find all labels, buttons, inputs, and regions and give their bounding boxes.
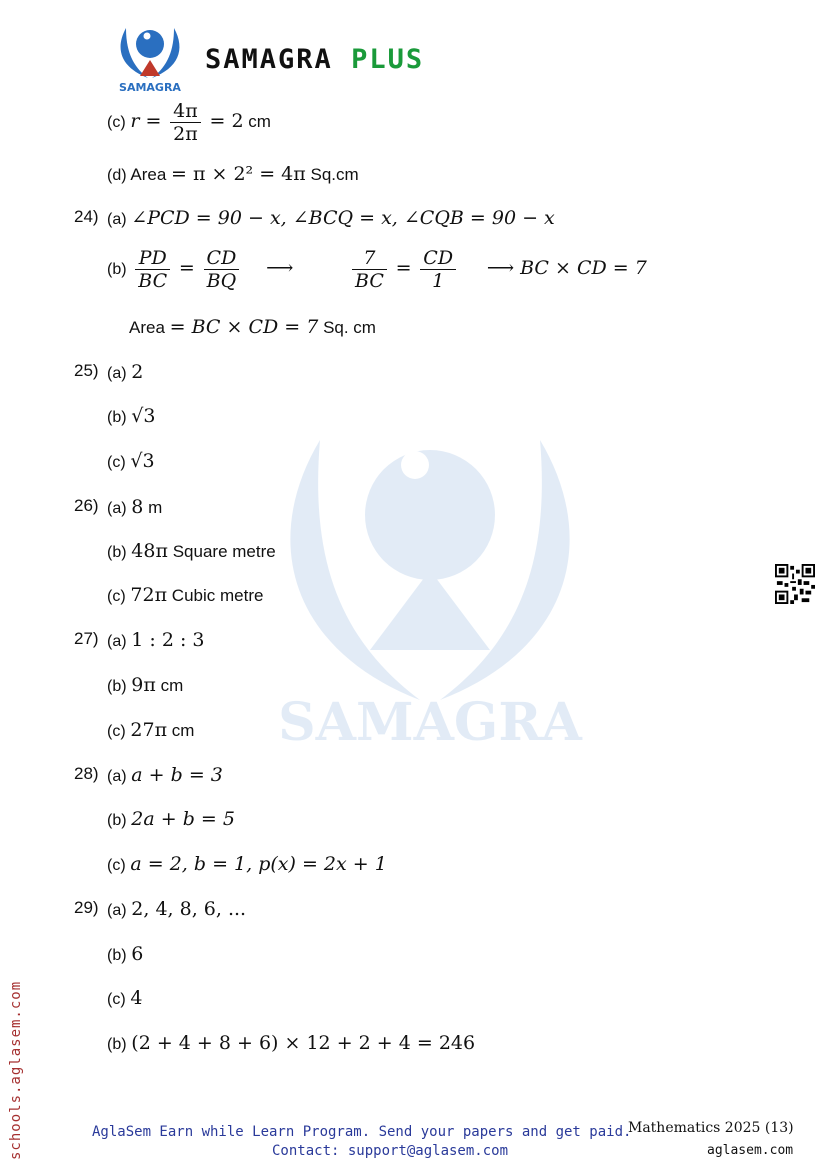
unit: cm — [160, 676, 184, 695]
numerator: PD — [135, 247, 170, 270]
denominator: BC — [138, 270, 168, 292]
answer-28c — [107, 853, 387, 875]
answer-29c — [107, 987, 142, 1009]
label: (c) — [107, 857, 126, 874]
answer-23c — [107, 100, 271, 145]
answer-28a — [107, 764, 223, 786]
brand-main: SAMAGRA — [205, 44, 333, 75]
samagra-watermark — [250, 420, 610, 750]
question-25-number: 25) — [74, 361, 99, 380]
answer-29b — [107, 943, 143, 965]
answer-29a — [107, 898, 246, 920]
value: 2a + b = 5 — [131, 808, 235, 830]
fraction — [170, 100, 201, 145]
denominator: BC — [355, 270, 384, 292]
value: 48π — [131, 540, 168, 562]
label: (a) — [107, 365, 127, 382]
answer-26a — [107, 496, 162, 518]
logo-text: SAMAGRA — [119, 81, 181, 94]
label: (b) — [107, 544, 127, 561]
label: (b) — [107, 678, 127, 695]
footer-contact[interactable]: Contact: support@aglasem.com — [272, 1143, 509, 1159]
numerator: CD — [204, 247, 240, 270]
label: (c) — [107, 723, 126, 740]
label: (b) — [107, 947, 127, 964]
watermark-text: SAMAGRA — [278, 692, 582, 750]
answer-27c — [107, 719, 194, 741]
question-29-number: 29) — [74, 898, 99, 917]
unit: Cubic metre — [171, 586, 264, 605]
label: (b) — [107, 409, 127, 426]
label: (c) — [107, 454, 126, 471]
unit: Square metre — [172, 542, 276, 561]
brand-plus: PLUS — [351, 44, 425, 75]
denominator: 2π — [173, 123, 198, 145]
answer-24b — [107, 247, 647, 292]
equals: = — [395, 256, 412, 279]
value: (2 + 4 + 8 + 6) × 12 + 2 + 4 = 246 — [131, 1032, 476, 1054]
text: Area — [129, 318, 165, 337]
answer-26b — [107, 540, 276, 562]
answer-24b-area — [129, 316, 376, 338]
value: 6 — [131, 943, 144, 965]
label: (c) — [107, 991, 126, 1008]
answer-28b — [107, 808, 235, 830]
answer-23d — [107, 163, 359, 185]
brand-title — [205, 44, 424, 75]
expr: r = — [130, 109, 162, 132]
value: 72π — [130, 584, 168, 606]
expr: = 2 — [209, 109, 244, 132]
value: 8 — [131, 496, 144, 518]
equals: = — [178, 256, 195, 279]
label: (a) — [107, 768, 127, 785]
expr: ∠PCD = 90 − x, ∠BCQ = x, ∠CQB = 90 − x — [131, 207, 555, 229]
samagra-logo-icon — [112, 24, 188, 94]
value: a + b = 3 — [131, 764, 223, 786]
answer-25a — [107, 361, 143, 383]
expr: = π × 2² = 4π — [171, 163, 306, 185]
question-24-number: 24) — [74, 207, 99, 226]
value: √3 — [130, 450, 155, 472]
unit: m — [148, 498, 163, 517]
value: 1 : 2 : 3 — [131, 629, 205, 651]
expr: = BC × CD = 7 — [169, 316, 319, 338]
side-website-text: schools.aglasem.com — [8, 980, 24, 1160]
value: 9π — [131, 674, 156, 696]
denominator: 1 — [432, 270, 445, 292]
value: a = 2, b = 1, p(x) = 2x + 1 — [130, 853, 387, 875]
unit: cm — [171, 721, 195, 740]
answer-29d — [107, 1032, 475, 1054]
value: 2, 4, 8, 6, ... — [131, 898, 247, 920]
denominator: BQ — [206, 270, 237, 292]
value: 27π — [130, 719, 168, 741]
answer-27a — [107, 629, 205, 651]
label: (c) — [107, 113, 126, 131]
unit: Sq. cm — [323, 318, 376, 337]
label: (a) — [107, 633, 127, 650]
text: Area — [130, 165, 167, 184]
fraction — [135, 247, 170, 292]
answer-25c — [107, 450, 155, 472]
answer-25b — [107, 405, 156, 427]
fraction — [420, 247, 456, 292]
footer-line-1: AglaSem Earn while Learn Program. Send your papers and get paid. — [92, 1124, 632, 1140]
question-28-number: 28) — [74, 764, 99, 783]
answer-27b — [107, 674, 183, 696]
numerator: 4π — [170, 100, 201, 123]
label: (b) — [107, 1036, 127, 1053]
label: (a) — [107, 500, 127, 517]
label: (b) — [107, 812, 127, 829]
value: √3 — [131, 405, 156, 427]
answer-24a — [107, 207, 555, 229]
numerator: CD — [420, 247, 456, 270]
fraction — [352, 247, 387, 292]
label: (a) — [107, 902, 127, 919]
value: 2 — [131, 361, 144, 383]
numerator: 7 — [352, 247, 387, 270]
answer-26c — [107, 584, 263, 606]
label: (d) — [107, 167, 127, 184]
arrow: ⟶ — [266, 256, 294, 279]
fraction — [204, 247, 240, 292]
question-26-number: 26) — [74, 496, 99, 515]
page-label: Mathematics 2025 (13) — [628, 1120, 794, 1136]
unit: cm — [248, 111, 271, 131]
unit: Sq.cm — [310, 165, 359, 184]
label: (a) — [107, 211, 127, 228]
label: (c) — [107, 588, 126, 605]
qr-code-icon[interactable] — [775, 564, 815, 604]
value: 4 — [130, 987, 143, 1009]
question-27-number: 27) — [74, 629, 99, 648]
expr: ⟶ BC × CD = 7 — [486, 256, 647, 279]
footer-site[interactable]: aglasem.com — [707, 1143, 794, 1158]
label: (b) — [107, 260, 127, 278]
